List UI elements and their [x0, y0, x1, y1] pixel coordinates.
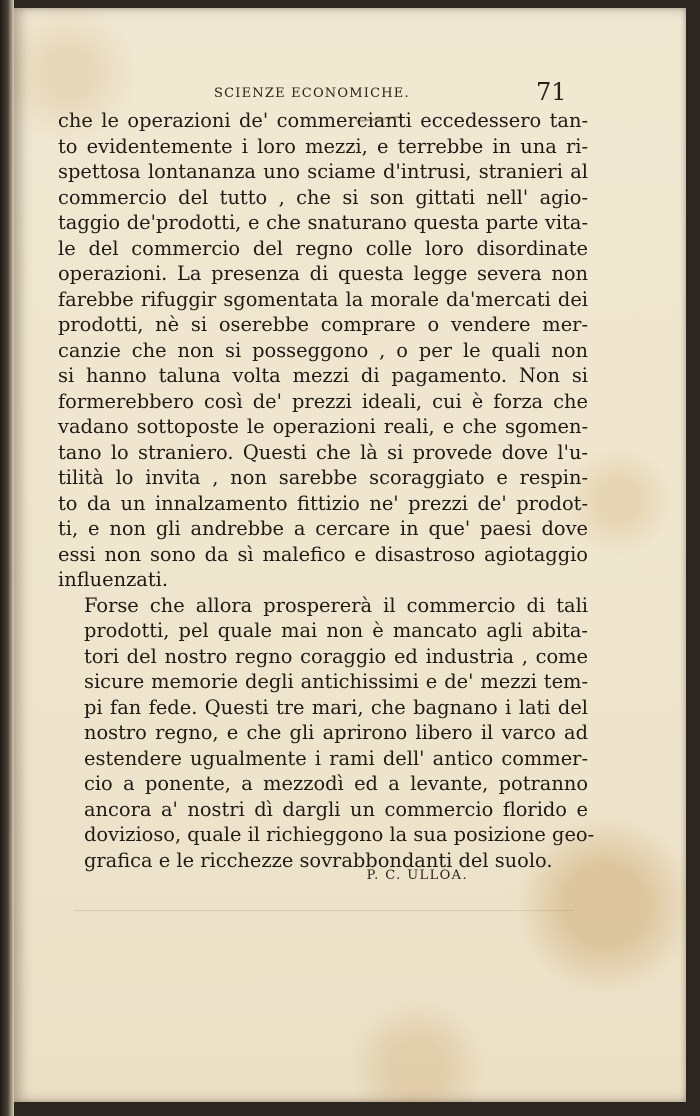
text-line: estendere ugualmente i rami dell' antico commer- — [84, 746, 588, 770]
text-line: prodotti, nè si oserebbe comprare o vendere mer- — [58, 313, 588, 336]
text-line: canzie che non si posseggono , o per le quali non — [58, 338, 588, 362]
paragraph — [58, 593, 595, 874]
text-line: operazioni. La presenza di questa legge severa non — [58, 262, 588, 285]
book-page — [14, 8, 686, 1102]
text-line: ancora a' nostri dì dargli un commercio florido e — [84, 797, 588, 821]
text-line: ti, e non gli andrebbe a cercare in que' paesi dove — [58, 517, 588, 540]
paragraph — [58, 108, 588, 593]
page-header — [14, 78, 686, 108]
book-binding — [0, 0, 14, 1116]
text-line: influenzati. — [58, 568, 169, 591]
text-line: spettosa lontananza uno sciame d'intrusi, stranieri al — [58, 160, 588, 183]
text-line: commercio del tutto , che si son gittati nell' agio- — [58, 185, 588, 209]
text-line: tori del nostro regno coraggio ed industria , come — [84, 644, 588, 668]
text-line: formerebbero così de' prezzi ideali, cui è forza che — [58, 389, 588, 413]
text-line: tano lo straniero. Questi che là si provede dove l'u- — [58, 440, 588, 464]
text-line: che le operazioni de' commercianti eccedessero tan- — [58, 109, 588, 132]
running-head: SCIENZE ECONOMICHE. — [214, 86, 410, 101]
text-line: taggio de'prodotti, e che snaturano questa parte vita- — [58, 211, 588, 234]
bleed-through-rule — [74, 910, 574, 911]
text-line: farebbe rifuggir sgomentata la morale da'mercati dei — [58, 287, 588, 311]
page-number: 71 — [536, 78, 567, 106]
author-signature: P. C. ULLOA. — [366, 868, 468, 883]
text-line: dovizioso, quale il richieggono la sua posizione geo- — [84, 823, 595, 846]
text-line: vadano sottoposte le operazioni reali, e che sgomen- — [58, 415, 588, 438]
text-line: tilità lo invita , non sarebbe scoraggiato e respin- — [58, 466, 588, 489]
text-line: cio a ponente, a mezzodì ed a levante, potranno — [84, 772, 588, 795]
text-line: Forse che allora prospererà il commercio di tali — [84, 593, 588, 617]
text-line: nostro regno, e che gli aprirono libero il varco ad — [84, 721, 588, 744]
text-line: grafica e le ricchezze sovrabbondanti del suolo. — [84, 848, 553, 872]
text-line: to evidentemente i loro mezzi, e terrebbe in una ri- — [58, 134, 588, 158]
text-line: le del commercio del regno colle loro disordinate — [58, 236, 588, 260]
body-text — [58, 108, 595, 873]
text-line: pi fan fede. Questi tre mari, che bagnano i lati del — [84, 695, 588, 719]
text-line: essi non sono da sì malefico e disastroso agiotaggio — [58, 542, 588, 566]
text-line: prodotti, pel quale mai non è mancato agli abita- — [84, 619, 588, 642]
text-line: sicure memorie degli antichissimi e de' mezzi tem- — [84, 670, 588, 693]
text-line: si hanno taluna volta mezzi di pagamento. Non si — [58, 364, 588, 387]
text-line: to da un innalzamento fittizio ne' prezzi de' prodot- — [58, 491, 588, 515]
